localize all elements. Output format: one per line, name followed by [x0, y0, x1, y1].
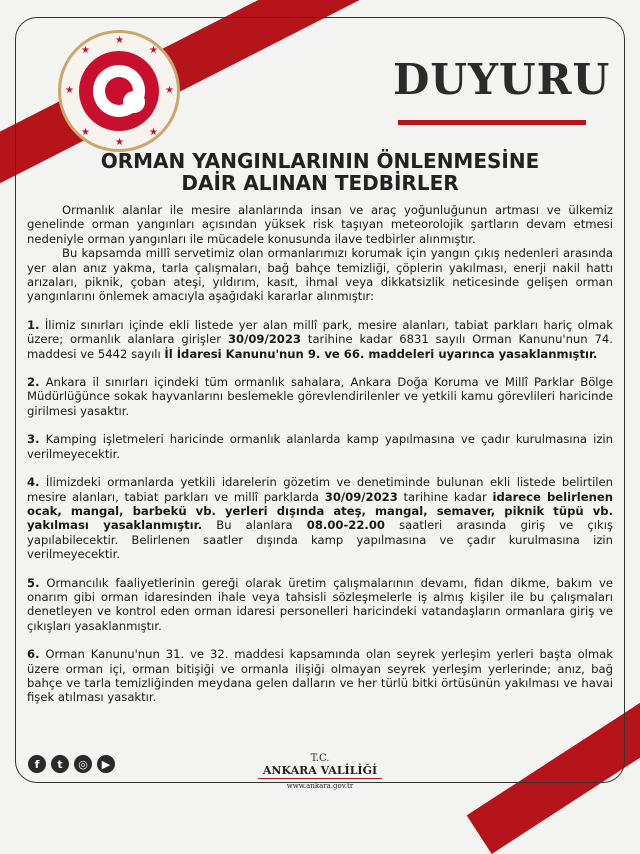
bold-text: 1.: [27, 317, 40, 332]
facebook-icon[interactable]: f: [28, 755, 46, 773]
text: Bu kapsamda millî servetimiz olan ormanlarımızı korumak için yangın çıkış nedenleri arasında yer alan anız yakma, tarla çalışmaları, bağ bahçe temizliği, çöplerin yakılması, enerji nakil hattı arızaları, piknik, çoban ateşi, yıldırım, kasıt, ihmal veya dikkatsizlik neticesinde gelişen orman yangınlarını önlemek amacıyla aşağıdaki kararlar alınmıştır:: [27, 246, 613, 304]
footer-org-name: ANKARA VALİLİĞİ: [258, 764, 382, 779]
text: tarihine kadar 6831 sayılı Orman Kanunu'nun 74. maddesi ve 5442 sayılı: [27, 332, 613, 361]
star-icon: ★: [115, 35, 124, 46]
instagram-icon[interactable]: ◎: [74, 755, 92, 773]
badge-underline: [398, 120, 586, 125]
text: Kamping işletmeleri haricinde ormanlık alanlarda kamp yapılmasına ve çadır kurulmasına izin verilmeyecektir.: [27, 432, 613, 461]
star-icon: ★: [81, 45, 90, 56]
bold-text: 3.: [27, 432, 40, 447]
text: Ormanlık alanlar ile mesire alanlarında insan ve araç yoğunluğunun artması ve ülkemiz genelinde orman yangınları açısından yüksek risk taşıyan meteorolojik şartların devam etmesi nedeniyle orman yangınları ile mücadele konusunda ilave tedbirler alınmıştır.: [27, 203, 613, 246]
text: Bu alanlara: [202, 518, 307, 533]
star-icon: ★: [149, 127, 158, 138]
bold-text: 30/09/2023: [324, 489, 398, 504]
bold-text: 5.: [27, 575, 40, 590]
twitter-icon[interactable]: t: [51, 755, 69, 773]
star-icon: ★: [149, 45, 158, 56]
bold-text: 08.00-22.00: [306, 518, 385, 533]
star-icon: ★: [165, 85, 174, 96]
decision-item: [27, 475, 613, 561]
social-links: [28, 755, 115, 773]
intro-paragraph: [27, 246, 613, 304]
ankara-valiligi-seal-logo: [58, 30, 180, 152]
announcement-body: [27, 203, 613, 705]
text: İlimizdeki ormanlarda yetkili idarelerin gözetim ve denetiminde bulunan ekli listede belirtilen mesire alanları, tabiat parkları ve millî parklarda: [27, 475, 613, 504]
page-title: [0, 150, 640, 194]
bold-text: İl İdaresi Kanunu'nun 9. ve 66. maddeleri uyarınca yasaklanmıştır.: [164, 346, 598, 361]
bold-text: 6.: [27, 647, 40, 662]
crescent-icon: [105, 77, 133, 105]
text: Ormancılık faaliyetlerinin gereği olarak üretim çalışmalarının devamı, fidan dikme, bakım ve onarım gibi orman idaresinden ihale veya tahsisli sözleşmelerle iş almış kişiler ile bu çalışmaları denetleyen ve kontrol eden orman idaresi personelleri haricindeki vatandaşların ormanlara giriş ve çıkışları yasaklanmıştır.: [27, 575, 613, 633]
title-line-1: ORMAN YANGINLARININ ÖNLENMESİNE: [100, 149, 540, 173]
footer-signature: [250, 753, 390, 790]
footer-tc: T.C.: [310, 753, 330, 764]
star-icon: ★: [81, 127, 90, 138]
text: tarihine kadar: [397, 489, 493, 504]
text: Orman Kanunu'nun 31. ve 32. maddesi kapsamında olan seyrek yerleşim yerleri başta olmak üzere orman içi, orman bitişiği ve ormanla ilişiği olmayan seyrek yerleşim yerlerinde; anız, bağ bahçe ve tarla temizliğinden meydana gelen dalların ve her türlü bitki örtüsünün yakılması ve havai fişek atılması yasaktır.: [27, 647, 613, 705]
decision-item: [27, 375, 613, 418]
bold-text: 2.: [27, 375, 40, 390]
decision-item: [27, 647, 613, 705]
title-line-2: DAİR ALINAN TEDBİRLER: [181, 171, 459, 195]
footer-website-link[interactable]: www.ankara.gov.tr: [286, 782, 354, 790]
seal-red-ring: [79, 51, 159, 131]
text: Ankara il sınırları içindeki tüm ormanlık sahalara, Ankara Doğa Koruma ve Millî Parklar Bölge Müdürlüğünce sokak hayvanlarını beslemekle görevlendirilenler ve yetkili kamu görevlileri haricinde girilmesi yasaktır.: [27, 375, 613, 418]
seal-emblem: [93, 65, 145, 117]
text: İlimiz sınırları içinde ekli listede yer alan millî park, mesire alanları, tabiat parkları hariç olmak üzere; ormanlık alanlara girişler: [27, 317, 613, 347]
star-icon: ★: [115, 137, 124, 148]
star-icon: ★: [65, 85, 74, 96]
bold-text: idarece belirlenen ocak, mangal, barbekü vb. yerleri dışında ateş, mangal, semaver, piknik tüpü vb. yakılması yasaklanmıştır.: [27, 489, 614, 533]
intro-paragraph: [27, 203, 613, 246]
decision-item: [27, 576, 613, 634]
bold-text: 4.: [27, 475, 40, 490]
youtube-icon[interactable]: ▶: [97, 755, 115, 773]
bold-text: 30/09/2023: [227, 332, 301, 347]
decision-item: [27, 318, 613, 361]
text: saatleri arasında giriş ve çıkış yapılabilecektir. Belirlenen saatler dışında kamp yapılmasına ve çadır kurulmasına izin verilmeyecektir.: [27, 518, 613, 562]
announcement-badge: DUYURU: [393, 55, 611, 104]
decision-item: [27, 432, 613, 461]
